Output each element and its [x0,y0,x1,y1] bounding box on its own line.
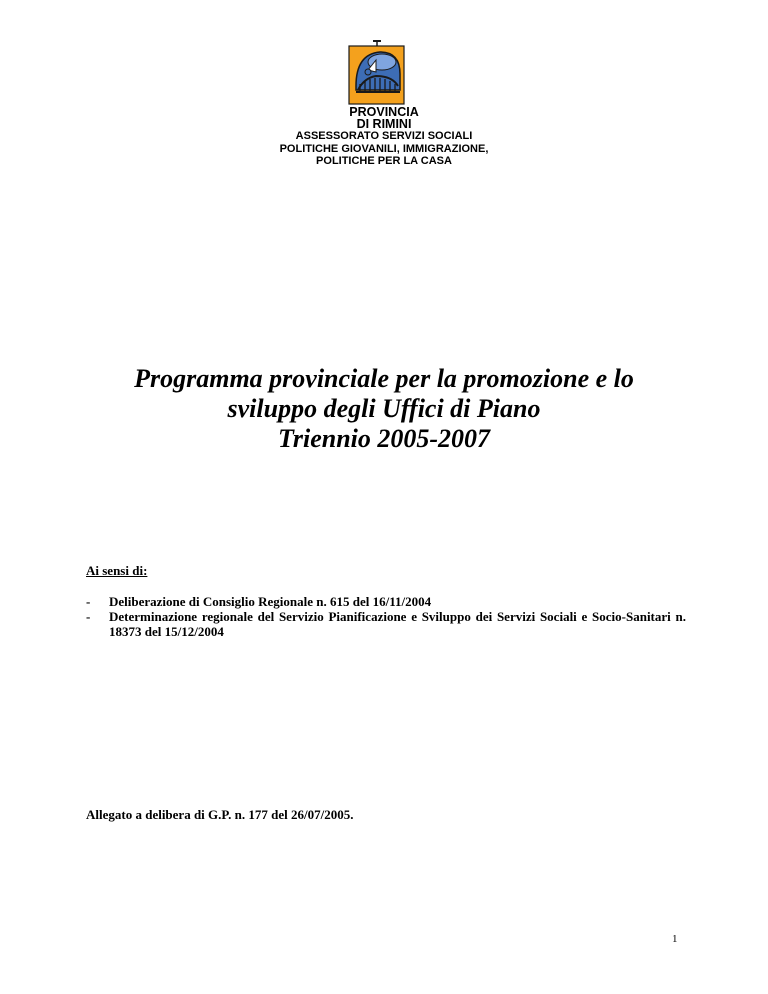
department-line3: POLITICHE PER LA CASA [316,155,452,167]
title-line3: Triennio 2005-2007 [277,424,491,453]
legal-basis-item [86,609,686,639]
title-line2: sviluppo degli Uffici di Piano [227,394,541,423]
page-number: 1 [672,933,678,945]
legal-basis-heading: Ai sensi di: [86,563,148,578]
document-title [0,364,768,454]
provincia-di-rimini-logo-icon [346,40,408,106]
legal-basis-text: Determinazione regionale del Servizio Pianificazione e Sviluppo dei Servizi Sociali e Socio-Sanitari n. 18373 del 15/12/2004 [109,609,686,639]
legal-basis-text: Deliberazione di Consiglio Regionale n. 615 del 16/11/2004 [109,594,432,609]
list-dash: - [86,594,91,609]
department-line2: POLITICHE GIOVANILI, IMMIGRAZIONE, [279,142,489,155]
annex-note: Allegato a delibera di G.P. n. 177 del 26/07/2005. [86,807,354,822]
legal-basis-list [86,594,686,639]
title-line1: Programma provinciale per la promozione e lo [134,364,634,393]
institution-header [0,106,768,168]
legal-basis-item [86,594,686,609]
org-name-line2: DI RIMINI [356,117,412,131]
list-dash: - [86,609,91,624]
department-line1: ASSESSORATO SERVIZI SOCIALI [295,130,473,142]
org-name-line1: PROVINCIA [349,105,419,119]
